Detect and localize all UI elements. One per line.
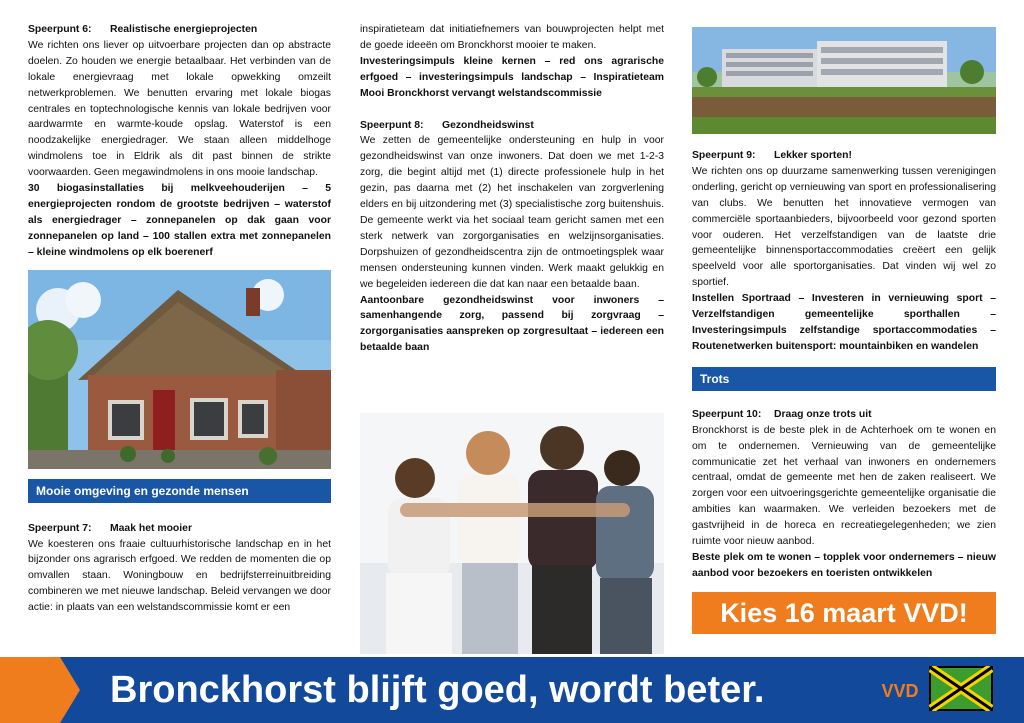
speerpunt-6-heading bbox=[28, 22, 331, 38]
middle-column bbox=[360, 22, 664, 356]
speerpunt-9-title: Lekker sporten! bbox=[774, 150, 852, 161]
speerpunt-10-number: Speerpunt 10: bbox=[692, 408, 762, 420]
vvd-logo bbox=[877, 666, 923, 712]
footer-banner bbox=[0, 657, 1024, 723]
speerpunt-8-number: Speerpunt 8: bbox=[360, 119, 424, 131]
section-band-trots: Trots bbox=[692, 367, 996, 391]
inspiration-team-body: inspiratieteam dat initiatiefnemers van bouwprojecten helpt met de goede ideeën om Bronckhorst mooier te maken. bbox=[360, 24, 664, 51]
speerpunt-7-heading bbox=[28, 521, 331, 537]
farmhouse-illustration bbox=[28, 270, 331, 469]
speerpunt-7-title: Maak het mooier bbox=[110, 522, 192, 534]
speerpunt-9-heading bbox=[692, 148, 996, 164]
footer-orange-tab bbox=[0, 657, 60, 723]
speerpunt-10-heading bbox=[692, 407, 996, 423]
speerpunt-8-heading bbox=[360, 118, 664, 134]
speerpunt-10-body: Bronckhorst is de beste plek in de Achterhoek om te wonen en om te ondernemen. Vernieuwing van de gemeentelijke communicatie zet het verhaal van inwoners en ondernemers centraal, omdat de gemeente met hen de zaken realiseert. We zorgen voor een uitvoeringsgerichte gemeentelijke organisatie die ambities kan waarmaken. We verleiden bezoekers met de gastvrijheid in de horeca en recreatiegelegenheden; we zien ruimte voor nieuw aanbod. bbox=[692, 424, 996, 548]
footer-slogan: Bronckhorst blijft goed, wordt beter. bbox=[110, 669, 765, 711]
inspiration-team-summary: Investeringsimpuls kleine kernen – red ons agrarische erfgoed – investeringsimpuls landschap – Inspiratieteam Mooi Bronckhorst vervangt welstandscommissie bbox=[360, 55, 664, 99]
speerpunt-9-number: Speerpunt 9: bbox=[692, 150, 756, 161]
speerpunt-6-summary: 30 biogasinstallaties bij melkveehouderijen – 5 energieprojecten rondom de grootste bedrijven – waterstof als energiedrager – zonnepanelen op dak gaan voor zonnepanelen op land – 100 stallen extra met zonnepanelen – kleine windmolens op elk boerenerf bbox=[28, 183, 331, 258]
vvd-logo-text: VVD bbox=[881, 681, 919, 701]
speerpunt-6-number: Speerpunt 6: bbox=[28, 24, 92, 35]
section-band-environment: Mooie omgeving en gezonde mensen bbox=[28, 479, 331, 503]
bronckhorst-flag-icon bbox=[929, 666, 993, 711]
speerpunt-7-number: Speerpunt 7: bbox=[28, 522, 92, 534]
bronckhorst-flag bbox=[929, 666, 993, 711]
speerpunt-6-body: We richten ons liever op uitvoerbare projecten dan op abstracte doelen. Zo houden we energie betaalbaar. Het verbinden van de lokale energievraag met lokale opwekking omzeilt netwerkproblemen. We benutten ervaring met lokale biogas centrales en toptechnologische kennis van lokale bedrijven voor aardwarmte en warmte-koude opslag. Waterstof is een noodzakelijke energiedrager. We staan alleen middelhoge windmolens toe in Eldrik als dit past binnen de strikte voorwaarden. Geen megawindmolens in ons mooie landschap. bbox=[28, 39, 331, 179]
speerpunt-6-title: Realistische energieprojecten bbox=[110, 24, 258, 35]
friends-photo bbox=[360, 413, 664, 654]
farmhouse-photo bbox=[28, 270, 331, 469]
speerpunt-10-summary: Beste plek om te wonen – topplek voor ondernemers – nieuw aanbod voor bezoekers en toeristen ontwikkelen bbox=[692, 551, 996, 579]
speerpunt-10-title: Draag onze trots uit bbox=[774, 408, 872, 420]
speerpunt-7-body: We koesteren ons fraaie cultuurhistorische landschap en in het bijzonder ons agrarisch erfgoed. We redden de momenten die op omvallen staan. Woningbouw en bedrijfsterreinuitbreiding combineren we met nieuwe landschap. Beleid vervangen we door actie: in plaats van een welstandscommissie komt er een bbox=[28, 538, 331, 614]
speerpunt-9-body: We richten ons op duurzame samenwerking tussen verenigingen onderling, gericht op vernieuwing van sport en professionalisering van clubs. We benutten het innovatieve vermogen van commerciële sportaanbieders, bijvoorbeeld voor gezond sporten voor ouderen. Het verzelfstandigen van de laatste drie gemeentelijke binnensportaccommodaties creëert een gelijk speelveld voor alle sportorganisaties. Dat vinden wij wel zo sportief. bbox=[692, 165, 996, 289]
friends-illustration bbox=[360, 413, 664, 654]
footer-chevron bbox=[60, 657, 80, 723]
right-column bbox=[692, 148, 996, 582]
left-column bbox=[28, 22, 331, 616]
vvd-logo-icon bbox=[877, 666, 923, 712]
speerpunt-8-body: We zetten de gemeentelijke ondersteuning en hulp in voor gezondheidswinst van onze inwoners. Dat doen we met 1-2-3 zorg, die begint altijd met (1) directe professionele hulp in het gezin, pas daarna met (2) het inschakelen van zorgverlening elders en bij uitzondering met (3) specialistische zorg buitenshuis. De gemeente werkt via het sociaal team gericht samen met een sterk netwerk van zorgorganisaties en welzijnsorganisaties. Dorpshuizen of gezondheidscentra zijn de ontmoetingsplek waar mensen ondersteuning kunnen vinden. Werk maakt gelukkig en we begeleiden iedereen die dat kan naar een betaalde baan. bbox=[360, 135, 664, 290]
vote-call-to-action: Kies 16 maart VVD! bbox=[692, 592, 996, 634]
speerpunt-9-summary: Instellen Sportraad – Investeren in vernieuwing sport – Verzelfstandigen gemeentelijke sporthallen – Investeringsimpuls zelfstandige sportaccommodaties – Routenetwerken buitensport: mountainbiken en wandelen bbox=[692, 293, 996, 352]
speerpunt-8-title: Gezondheidswinst bbox=[442, 119, 534, 131]
building-illustration bbox=[692, 27, 996, 134]
building-photo bbox=[692, 27, 996, 134]
speerpunt-8-summary: Aantoonbare gezondheidswinst voor inwoners – samenhangende zorg, passend bij zorgvraag – zorgorganisaties aanspreken op zorgresultaat – iedereen een betaalde baan bbox=[360, 294, 664, 354]
